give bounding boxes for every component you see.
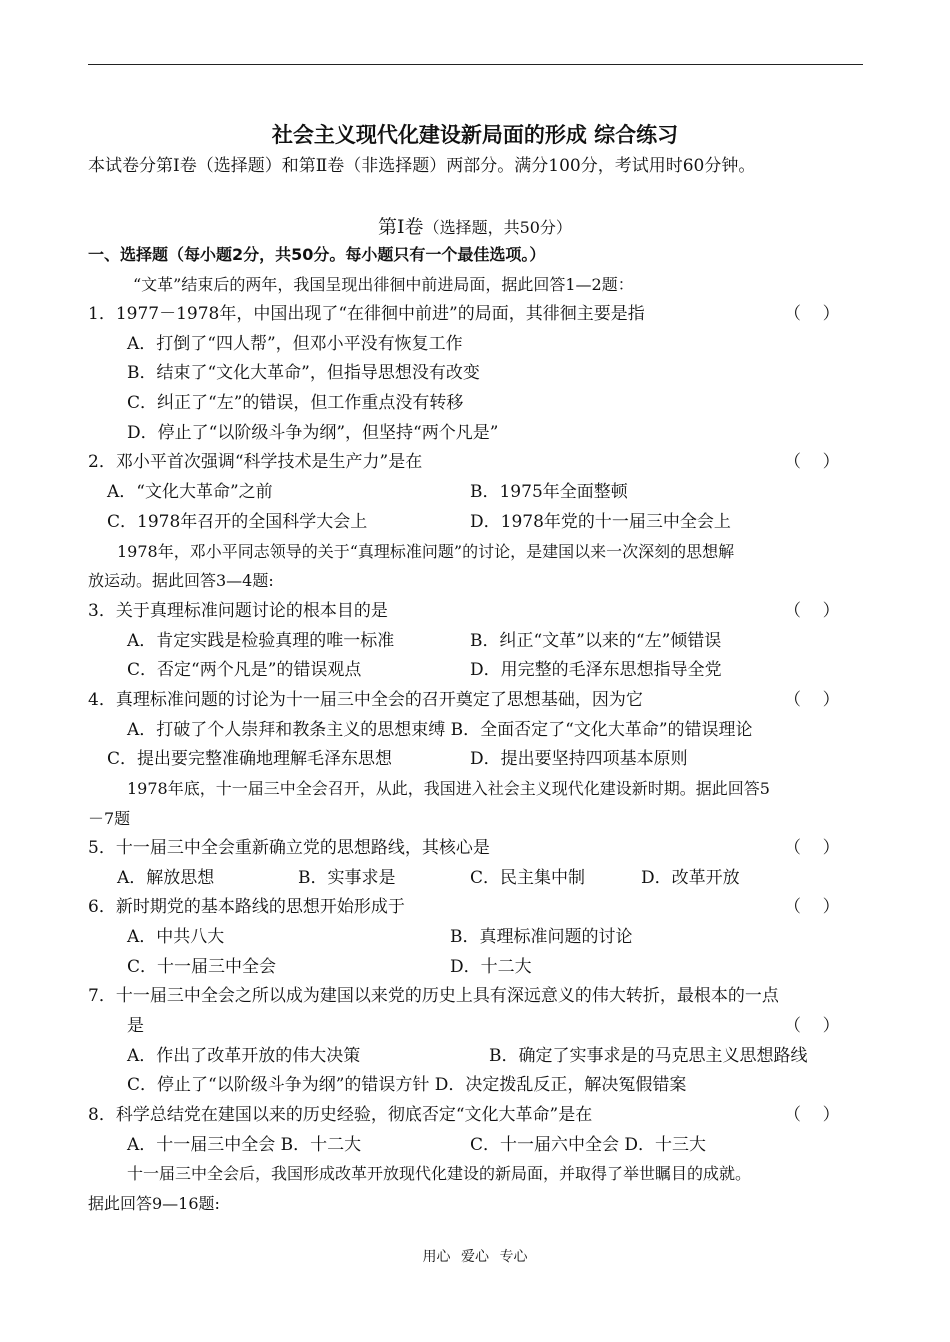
question-3-option-b: B．纠正“文革”以来的“左”倾错误 — [470, 631, 722, 651]
question-6-option-d: D．十二大 — [450, 957, 532, 977]
question-7-option-cd: C．停止了“以阶级斗争为纲”的错误方针 D．决定拨乱反正，解决冤假错案 — [127, 1075, 687, 1095]
question-5-option-b: B．实事求是 — [298, 868, 396, 888]
question-5-answer-paren: （ ） — [784, 838, 840, 858]
question-7-stem-line-1: 7．十一届三中全会之所以成为建国以来党的历史上具有深远意义的伟大转折，最根本的一点 — [88, 986, 779, 1006]
question-4-option-ab: A．打破了个人崇拜和教条主义的思想束缚 B．全面否定了“文化大革命”的错误理论 — [127, 720, 753, 740]
exam-description: 本试卷分第Ⅰ卷（选择题）和第Ⅱ卷（非选择题）两部分。满分100分，考试用时60分钟。 — [88, 156, 756, 176]
question-1-option-d: D．停止了“以阶级斗争为纲”，但坚持“两个凡是” — [127, 423, 499, 443]
question-6-stem: 6．新时期党的基本路线的思想开始形成于 — [88, 897, 405, 917]
question-3-option-d: D．用完整的毛泽东思想指导全党 — [470, 660, 722, 680]
question-4-option-d: D．提出要坚持四项基本原则 — [470, 749, 688, 769]
question-7-option-b: B．确定了实事求是的马克思主义思想路线 — [489, 1046, 808, 1066]
question-4-option-c: C．提出要完整准确地理解毛泽东思想 — [107, 749, 393, 769]
question-1-option-b: B．结束了“文化大革命”，但指导思想没有改变 — [127, 363, 480, 383]
question-4-stem: 4．真理标准问题的讨论为十一届三中全会的召开奠定了思想基础，因为它 — [88, 690, 643, 710]
question-5-stem: 5．十一届三中全会重新确立党的思想路线，其核心是 — [88, 838, 490, 858]
question-7-answer-paren: （ ） — [784, 1016, 840, 1036]
question-7-stem-line-2: 是 — [127, 1016, 144, 1036]
question-2-answer-paren: （ ） — [784, 452, 840, 472]
question-2-option-a: A．“文化大革命”之前 — [107, 482, 273, 502]
question-8-stem: 8．科学总结党在建国以来的历史经验，彻底否定“文化大革命”是在 — [88, 1105, 593, 1125]
question-2-option-d: D．1978年党的十一届三中全会上 — [470, 512, 731, 532]
section-name: 第Ⅰ卷 — [378, 216, 424, 238]
question-5-option-c: C．民主集中制 — [470, 868, 586, 888]
question-1-answer-paren: （ ） — [784, 304, 840, 324]
intro-1: “文革”结束后的两年，我国呈现出徘徊中前进局面，据此回答1—2题： — [133, 275, 634, 294]
question-6-answer-paren: （ ） — [784, 897, 840, 917]
intro-4-line-1: 十一届三中全会后，我国形成改革开放现代化建设的新局面，并取得了举世瞩目的成就。 — [127, 1164, 752, 1183]
question-7-option-a: A．作出了改革开放的伟大决策 — [127, 1046, 361, 1066]
question-2-option-c: C．1978年召开的全国科学大会上 — [107, 512, 368, 532]
intro-2-line-2: 放运动。据此回答3—4题: — [88, 571, 274, 590]
intro-3-line-2: －7题 — [88, 809, 131, 828]
question-3-option-a: A．肯定实践是检验真理的唯一标准 — [127, 631, 395, 651]
question-3-option-c: C．否定“两个凡是”的错误观点 — [127, 660, 362, 680]
section-note: （选择题，共50分） — [423, 218, 572, 237]
question-4-answer-paren: （ ） — [784, 690, 840, 710]
question-5-option-d: D．改革开放 — [641, 868, 740, 888]
question-6-option-b: B．真理标准问题的讨论 — [450, 927, 633, 947]
question-6-option-a: A．中共八大 — [127, 927, 225, 947]
page-title: 社会主义现代化建设新局面的形成 综合练习 — [271, 122, 679, 147]
question-2-stem: 2．邓小平首次强调“科学技术是生产力”是在 — [88, 452, 423, 472]
question-6-option-c: C．十一届三中全会 — [127, 957, 277, 977]
intro-2-line-1: 1978年，邓小平同志领导的关于“真理标准问题”的讨论，是建国以来一次深刻的思想解 — [117, 542, 735, 561]
question-5-option-a: A．解放思想 — [117, 868, 215, 888]
question-2-option-b: B．1975年全面整顿 — [470, 482, 628, 502]
question-8-option-ab: A．十一届三中全会 B．十二大 — [127, 1135, 362, 1155]
page-footer: 用心 爱心 专心 — [422, 1249, 528, 1265]
question-1-option-c: C．纠正了“左”的错误，但工作重点没有转移 — [127, 393, 464, 413]
question-8-option-cd: C．十一届六中全会 D．十三大 — [470, 1135, 707, 1155]
part-heading: 一、选择题（每小题2分，共50分。每小题只有一个最佳选项。） — [88, 245, 546, 264]
question-1-stem: 1．1977－1978年，中国出现了“在徘徊中前进”的局面，其徘徊主要是指 — [88, 304, 645, 324]
intro-4-line-2: 据此回答9—16题: — [88, 1194, 220, 1213]
question-3-answer-paren: （ ） — [784, 601, 840, 621]
intro-3-line-1: 1978年底，十一届三中全会召开，从此，我国进入社会主义现代化建设新时期。据此回答5 — [127, 779, 770, 798]
question-8-answer-paren: （ ） — [784, 1105, 840, 1125]
section-heading — [0, 216, 950, 239]
header-rule — [88, 64, 863, 65]
question-1-option-a: A．打倒了“四人帮”，但邓小平没有恢复工作 — [127, 334, 463, 354]
question-3-stem: 3．关于真理标准问题讨论的根本目的是 — [88, 601, 388, 621]
